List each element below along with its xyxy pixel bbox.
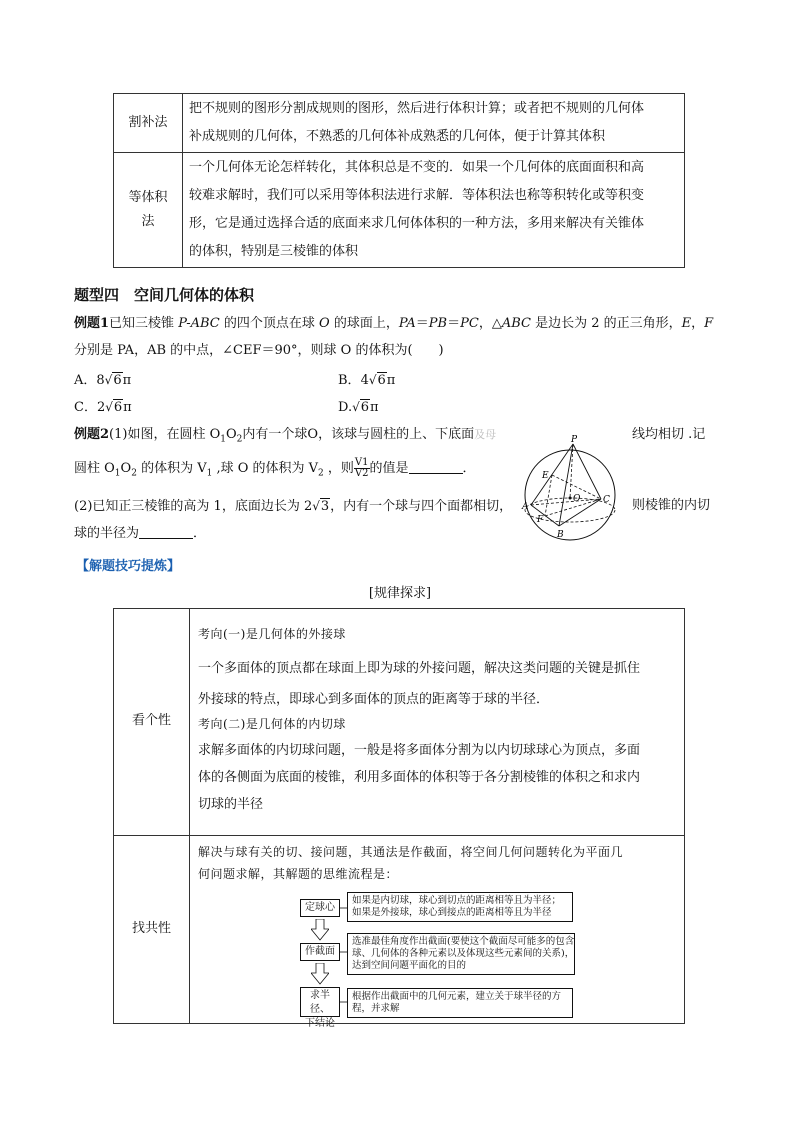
text: O bbox=[120, 461, 132, 476]
math-var: F bbox=[704, 316, 714, 331]
sqrt-sign: √ bbox=[312, 499, 320, 513]
option-coef: 8 bbox=[96, 373, 105, 388]
flow-step-radius bbox=[300, 987, 340, 1029]
answer-blank[interactable] bbox=[139, 524, 193, 539]
table-row bbox=[114, 153, 685, 268]
flow-step-section: 作截面 bbox=[300, 943, 340, 961]
desc-line: 一个几何体无论怎样转化，其体积总是不变的．如果一个几何体的底面面积和高 bbox=[189, 160, 645, 175]
subscript: 2 bbox=[318, 468, 324, 479]
option-letter: C． bbox=[74, 400, 97, 415]
method-name-line: 等体积 bbox=[128, 190, 168, 205]
center-point bbox=[569, 497, 572, 500]
label-p: P bbox=[571, 435, 578, 445]
example2-line3-tail: 则棱锥的内切 bbox=[632, 498, 711, 513]
text: 的球面上， bbox=[329, 316, 399, 331]
desc-line: 形，它是通过选择合适的底面来求几何体体积的一种方法，多用来解决有关锥体 bbox=[189, 216, 645, 231]
text: 的体积为 V bbox=[136, 461, 207, 476]
body-line: 求解多面体的内切球问题，一般是将多面体分割为以内切球球心为顶点，多面 bbox=[198, 743, 641, 758]
text: ，则 bbox=[323, 461, 354, 476]
flow-step-line: 求半径、 bbox=[310, 990, 330, 1015]
common-body bbox=[198, 841, 623, 885]
radicand: 6 bbox=[113, 373, 122, 388]
math-var: P-ABC bbox=[178, 316, 220, 331]
example2-line1-tail: 线均相切 .记 bbox=[632, 427, 706, 442]
body-line: 一个多面体的顶点都在球面上即为球的外接问题，解决这类问题的关键是抓住 bbox=[198, 661, 641, 676]
text: ． bbox=[462, 461, 476, 476]
option-letter: D. bbox=[338, 400, 353, 415]
option-letter: A． bbox=[74, 373, 97, 388]
text: ,球 O 的体积为 V bbox=[212, 461, 319, 476]
flow-desc-line: 选准最佳角度作出截面(要使这个截面尽可能多的包含 bbox=[352, 936, 575, 947]
direction1-title: 考向(一)是几何体的外接球 bbox=[198, 627, 346, 641]
text: 的值是 bbox=[369, 461, 409, 476]
text: ＝ bbox=[447, 316, 461, 331]
text: 是边长为 2 的正三角形， bbox=[530, 316, 682, 331]
example2-line4 bbox=[74, 523, 206, 545]
denominator: V2 bbox=[354, 468, 369, 479]
label-b: B bbox=[557, 530, 564, 540]
method-description bbox=[183, 153, 685, 268]
flow-desc-line: 根据作出截面中的几何元素，建立关于球半径的方 bbox=[352, 991, 562, 1002]
body-line: 体的各侧面为底面的棱锥，利用多面体的体积等于各分割棱锥的体积之和求内 bbox=[198, 770, 641, 785]
option-c bbox=[74, 396, 132, 419]
rules-table bbox=[113, 608, 685, 1029]
option-tail: π bbox=[123, 400, 132, 415]
text: 已知三棱锥 bbox=[109, 316, 179, 331]
subscript: 1 bbox=[206, 468, 213, 479]
example1-line1 bbox=[74, 313, 713, 335]
option-a bbox=[74, 369, 131, 392]
example2-line1 bbox=[74, 424, 496, 451]
option-letter: B． bbox=[338, 373, 361, 388]
method-description bbox=[183, 94, 685, 153]
example1-line2: 分别是 PA，AB 的中点，∠CEF＝90°，则球 O 的体积为( ) bbox=[74, 343, 444, 358]
math-var: E bbox=[681, 316, 692, 331]
flow-arrow-down-icon bbox=[311, 963, 329, 985]
desc-line: 补成规则的几何体，不熟悉的几何体补成熟悉的几何体，便于计算其体积 bbox=[189, 129, 606, 144]
label-e: E bbox=[542, 471, 549, 481]
flow-desc-find-center bbox=[347, 892, 573, 922]
row-label-individuality: 看个性 bbox=[131, 713, 171, 728]
subscript: 1 bbox=[220, 434, 226, 445]
flow-desc-line: 如果是外接球，球心到接点的距离相等且为半径 bbox=[352, 907, 552, 918]
radicand: 6 bbox=[113, 400, 123, 415]
math-var: ABC bbox=[501, 316, 531, 331]
column-divider bbox=[189, 609, 190, 1023]
body-line: 何问题求解，其解题的思维流程是： bbox=[198, 867, 399, 881]
subscript: 1 bbox=[114, 468, 121, 479]
method-name-line: 法 bbox=[141, 214, 155, 229]
body-line: 解决与球有关的切、接问题，其通法是作截面，将空间几何问题转化为平面几 bbox=[198, 845, 624, 859]
example2-line3 bbox=[74, 495, 512, 518]
text: 的四个顶点在球 bbox=[219, 316, 320, 331]
subscript: 2 bbox=[236, 434, 243, 445]
segment-ef bbox=[545, 475, 552, 516]
flow-desc-section bbox=[347, 933, 575, 975]
math-var: PA bbox=[398, 316, 416, 331]
example2-line2 bbox=[74, 458, 476, 485]
text: ． bbox=[193, 526, 207, 541]
text: 球的半径为 bbox=[74, 526, 140, 541]
text: (2)已知正三棱锥的高为 1，底面边长为 2 bbox=[74, 499, 313, 514]
option-tail: π bbox=[122, 373, 132, 388]
section-title: 题型四 空间几何体的体积 bbox=[74, 286, 255, 304]
flow-desc-radius bbox=[347, 988, 573, 1018]
text: (1)如图，在圆柱 O bbox=[109, 427, 221, 442]
option-coef: 4 bbox=[360, 373, 369, 388]
radicand: 6 bbox=[360, 400, 370, 415]
body-line: 切球的半径 bbox=[198, 797, 264, 812]
row-divider bbox=[114, 835, 684, 836]
method-name bbox=[114, 153, 183, 268]
rules-title: [规律探求] bbox=[368, 586, 432, 601]
row-label-commonality: 找共性 bbox=[131, 921, 171, 936]
label-o: O bbox=[573, 494, 581, 504]
label-a: A bbox=[522, 502, 529, 512]
sphere-pyramid-figure bbox=[515, 432, 625, 550]
radicand: 3 bbox=[320, 499, 330, 514]
methods-table bbox=[113, 93, 685, 268]
option-tail: π bbox=[386, 373, 396, 388]
flow-step-find-center: 定球心 bbox=[300, 899, 340, 917]
text: 内有一个球O，该球与圆柱的上、下底面 bbox=[242, 427, 475, 442]
flow-arrow-down-icon bbox=[311, 919, 329, 941]
edge-pa bbox=[531, 444, 573, 505]
edge-pc bbox=[573, 444, 601, 499]
text: ，△ bbox=[478, 316, 502, 331]
numerator: V1 bbox=[354, 457, 369, 468]
desc-line: 把不规则的图形分割成规则的图形，然后进行体积计算；或者把不规则的几何体 bbox=[189, 101, 645, 116]
option-tail: π bbox=[370, 400, 379, 415]
math-var: PB bbox=[428, 316, 448, 331]
option-d bbox=[338, 396, 379, 419]
option-b bbox=[338, 369, 395, 392]
method-name: 割补法 bbox=[114, 94, 183, 153]
desc-line: 较难求解时，我们可以采用等体积法进行求解．等体积法也称等积转化或等积变 bbox=[189, 188, 645, 203]
example-label: 例题2 bbox=[74, 427, 110, 442]
body-line: 外接球的特点，即球心到多面体的顶点的距离等于球的半径． bbox=[198, 692, 550, 707]
text: ，内有一个球与四个面都相切， bbox=[330, 499, 513, 514]
text: O bbox=[226, 427, 237, 442]
flow-desc-line: 如果是内切球，球心到切点的距离相等且为半径； bbox=[352, 895, 562, 906]
skills-title: 【解题技巧提炼】 bbox=[76, 559, 181, 574]
radicand: 6 bbox=[377, 373, 386, 388]
math-var: O bbox=[319, 316, 330, 331]
flow-desc-line: 球、几何体的各种元素以及体现这些元素间的关系)， bbox=[352, 948, 575, 959]
flow-desc-line: 达到空间问题平面化的目的 bbox=[352, 960, 467, 971]
label-f: F bbox=[537, 515, 544, 525]
math-var: PC bbox=[460, 316, 479, 331]
direction1-body bbox=[198, 653, 640, 715]
flow-desc-line: 程，并求解 bbox=[352, 1003, 400, 1014]
text: ＝ bbox=[415, 316, 429, 331]
text: 圆柱 O bbox=[74, 461, 115, 476]
subscript: 2 bbox=[131, 468, 137, 479]
answer-blank[interactable] bbox=[409, 459, 463, 474]
direction2-body bbox=[198, 737, 640, 818]
sqrt-sign: √ bbox=[104, 373, 113, 387]
sqrt-sign: √ bbox=[368, 373, 377, 387]
flow-step-line: 下结论 bbox=[305, 1018, 335, 1029]
desc-line: 的体积，特别是三棱锥的体积 bbox=[189, 244, 359, 259]
occluded-text: 及母 bbox=[474, 428, 497, 441]
table-row bbox=[114, 94, 685, 153]
sqrt-sign: √ bbox=[352, 400, 360, 414]
option-coef: 2 bbox=[96, 400, 106, 415]
sqrt-sign: √ bbox=[105, 400, 113, 414]
flow-connectors bbox=[340, 899, 348, 1019]
fraction bbox=[354, 458, 370, 479]
text: ， bbox=[691, 316, 705, 331]
example-label: 例题1 bbox=[74, 316, 110, 331]
label-c: C bbox=[603, 495, 610, 505]
direction2-title: 考向(二)是几何体的内切球 bbox=[198, 717, 346, 731]
